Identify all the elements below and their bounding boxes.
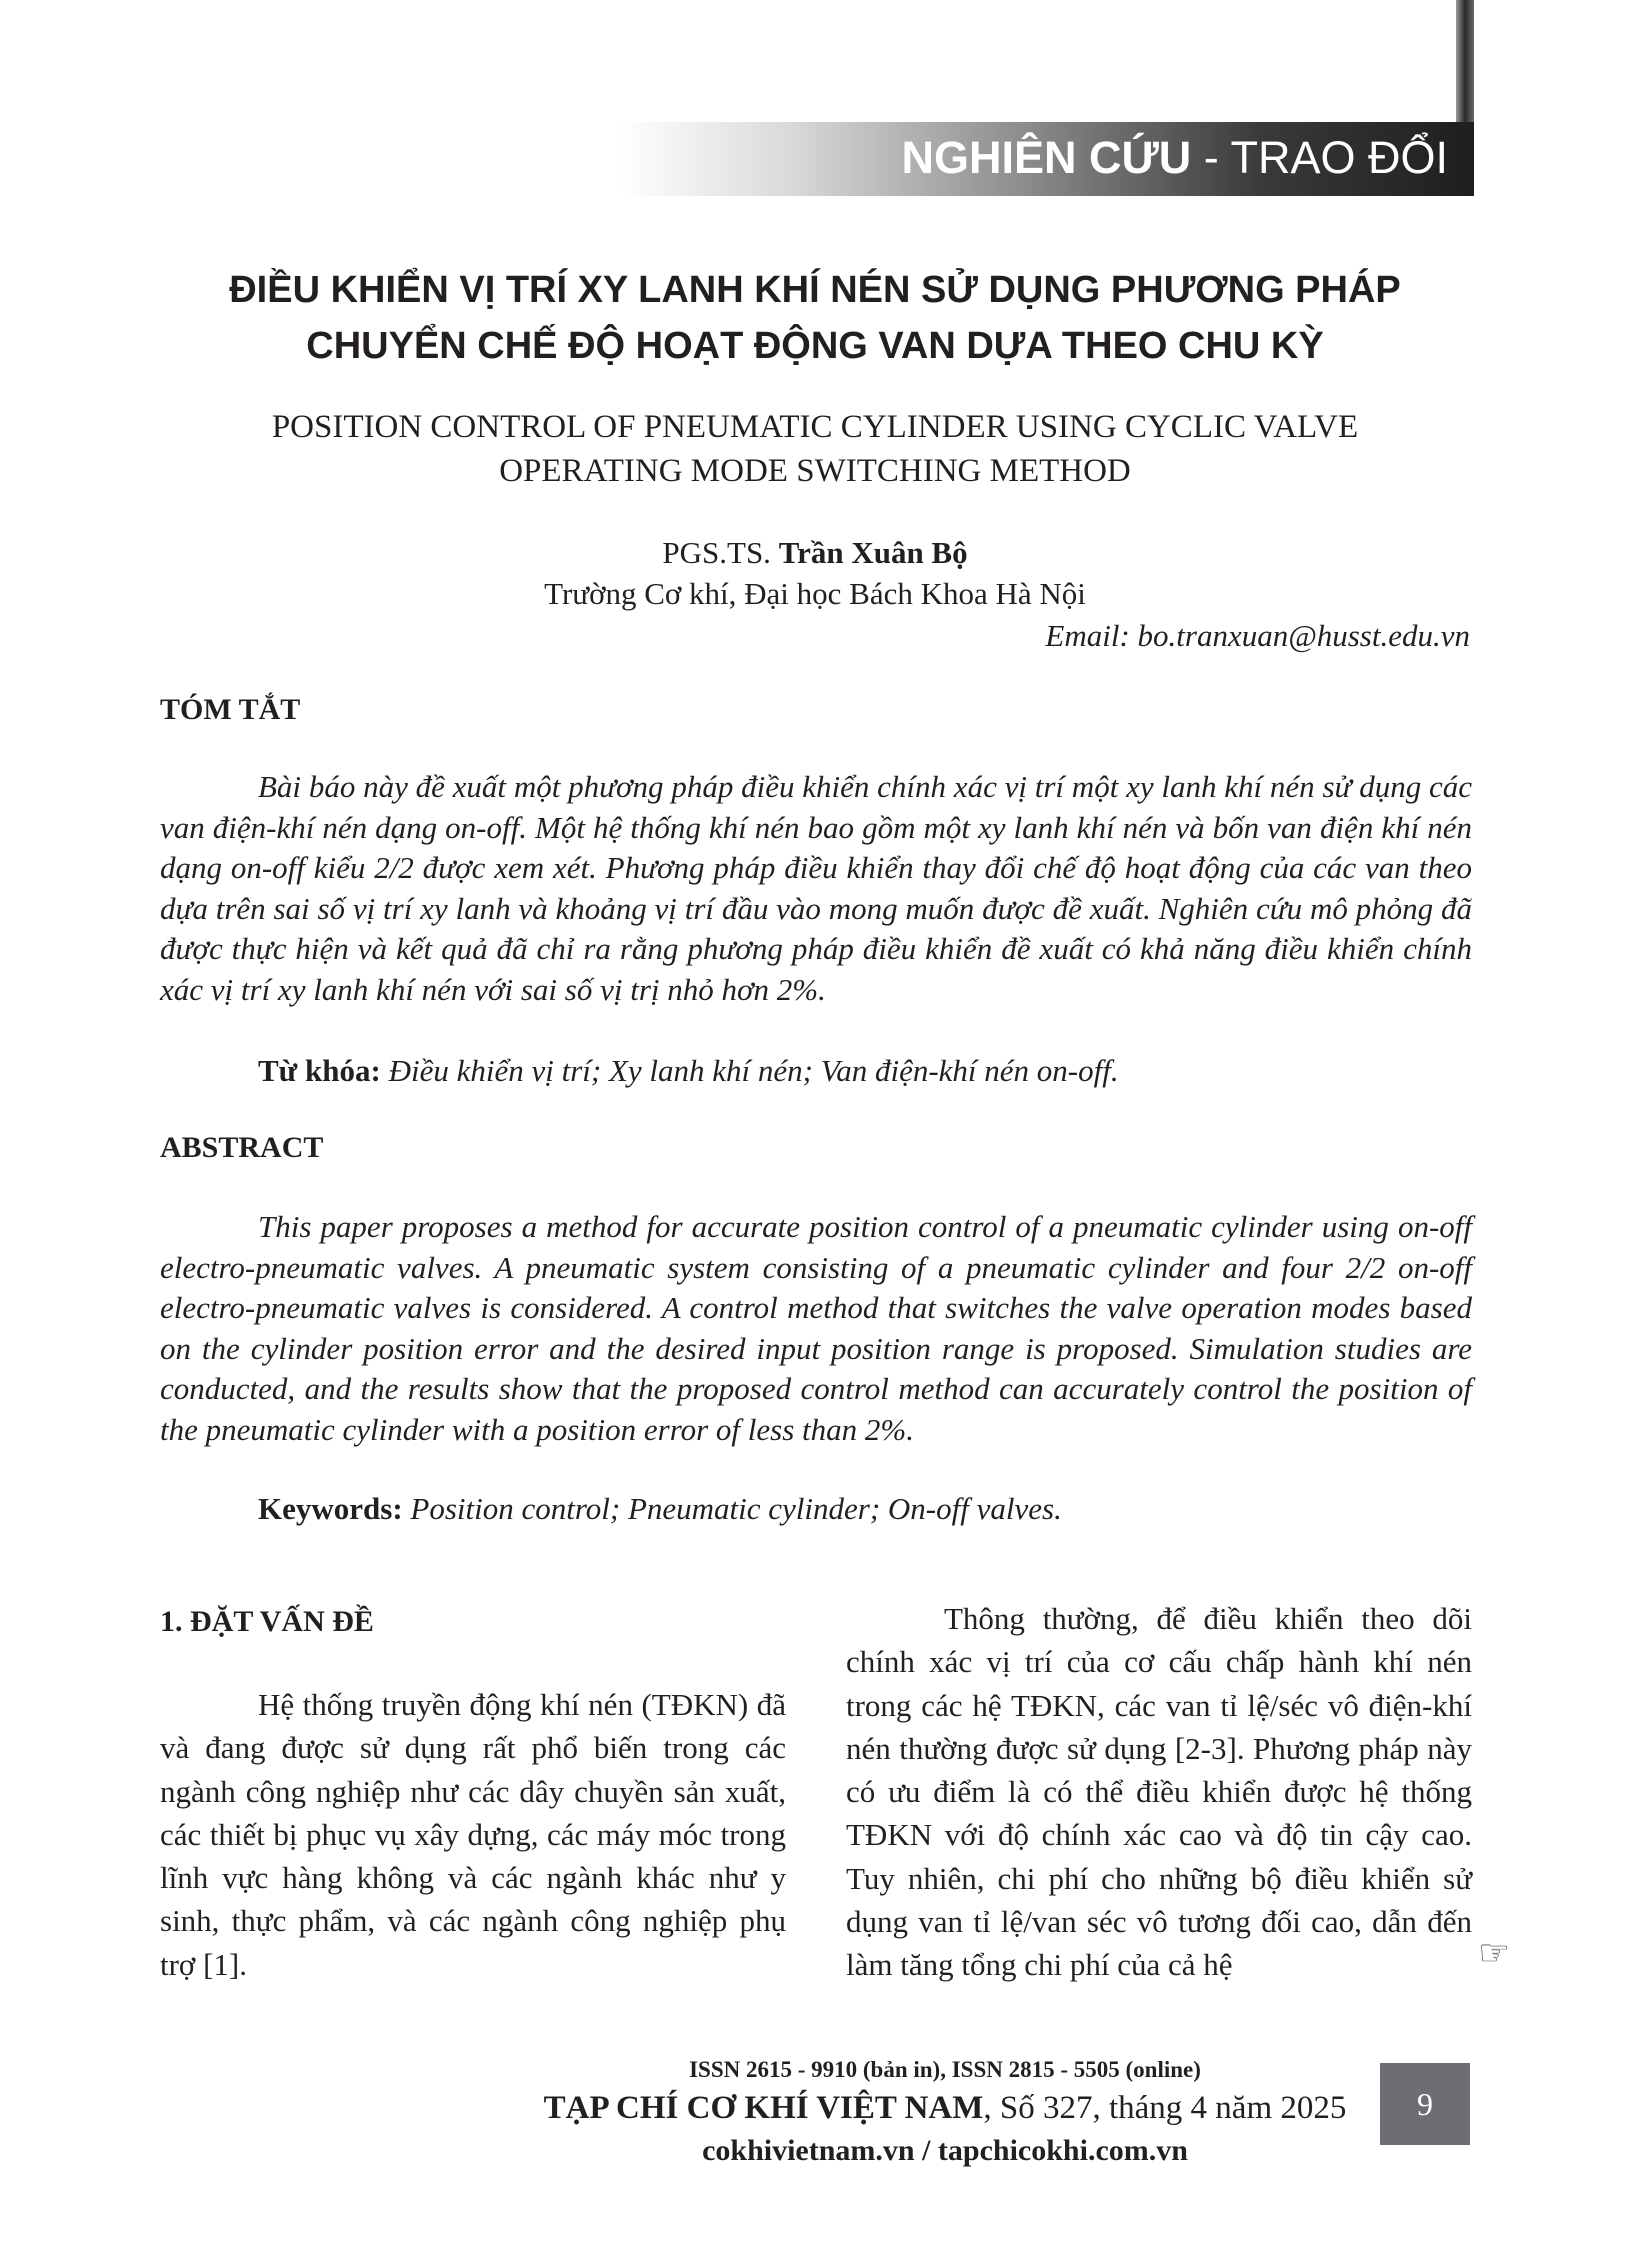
tomtat-keywords-text: Điều khiển vị trí; Xy lanh khí nén; Van điện-khí nén on-off.	[380, 1053, 1119, 1088]
tomtat-keywords-label: Từ khóa:	[258, 1053, 381, 1088]
abstract-keywords-text: Position control; Pneumatic cylinder; On-off valves.	[402, 1491, 1062, 1526]
tomtat-paragraph: Bài báo này đề xuất một phương pháp điều khiển chính xác vị trí một xy lanh khí nén sử dụng các van điện-khí nén dạng on-off. Một hệ thống khí nén bao gồm một xy lanh khí nén và bốn van điện khí nén dạng on-off kiểu 2/2 được xem xét. Phương pháp điều khiển thay đổi chế độ hoạt động của các van theo dựa trên sai số vị trí xy lanh và khoảng vị trí đầu vào mong muốn được đề xuất. Nghiên cứu mô phỏng đã được thực hiện và kết quả đã chỉ ra rằng phương pháp điều khiển đề xuất có khả năng điều khiển chính xác vị trí xy lanh khí nén với sai số vị trị nhỏ hơn 2%.	[160, 769, 1472, 1007]
abstract-keywords	[258, 1491, 1062, 1527]
title-en-line-2: OPERATING MODE SWITCHING METHOD	[499, 453, 1131, 489]
section-header-text	[901, 132, 1448, 184]
page-number-box: 9	[1380, 2063, 1470, 2145]
footer-journal-issue: , Số 327, tháng 4 năm 2025	[983, 2090, 1347, 2126]
author-line	[160, 533, 1470, 573]
section-header-band	[620, 122, 1474, 196]
author-degree: PGS.TS.	[662, 535, 779, 570]
section-header-rest: TRAO ĐỔI	[1230, 132, 1448, 183]
title-vn-line-1: ĐIỀU KHIỂN VỊ TRÍ XY LANH KHÍ NÉN SỬ DỤNG PHƯƠNG PHÁP	[229, 269, 1401, 311]
section-1-heading: 1. ĐẶT VẤN ĐỀ	[160, 1605, 374, 1638]
title-en-line-1: POSITION CONTROL OF PNEUMATIC CYLINDER USING CYCLIC VALVE	[271, 409, 1359, 445]
abstract-paragraph: This paper proposes a method for accurate position control of a pneumatic cylinder using on-off electro-pneumatic valves. A pneumatic system consisting of a pneumatic cylinder and four 2/2 on-off electro-pneumatic valves is considered. A control method that switches the valve operation modes based on the cylinder position error and the desired input position range is proposed. Simulation studies are conducted, and the results show that the proposed control method can accurately control the position of the pneumatic cylinder with a position error of less than 2%.	[160, 1209, 1472, 1447]
tomtat-heading: TÓM TẮT	[160, 693, 301, 726]
title-vn-line-2: CHUYỂN CHẾ ĐỘ HOẠT ĐỘNG VAN DỰA THEO CHU KỲ	[306, 325, 1324, 367]
author-email[interactable]: Email: bo.tranxuan@husst.edu.vn	[1045, 618, 1470, 653]
article-title-vietnamese	[160, 262, 1470, 374]
abstract-heading: ABSTRACT	[160, 1131, 324, 1164]
section-1-right-column: Thông thường, để điều khiển theo dõi chính xác vị trí của cơ cấu chấp hành khí nén trong các hệ TĐKN, các van tỉ lệ/séc vô điện-khí nén thường được sử dụng [2-3]. Phương pháp này có ưu điểm là có thể điều khiển được hệ thống TĐKN với độ chính xác cao và độ tin cậy cao. Tuy nhiên, chi phí cho những bộ điều khiển sử dụng van tỉ lệ/van séc vô tương đối cao, dẫn đến làm tăng tổng chi phí của cả hệ	[846, 1601, 1472, 1983]
footer-websites: cokhivietnam.vn / tapchicokhi.com.vn	[702, 2134, 1188, 2167]
footer-issn: ISSN 2615 - 9910 (bản in), ISSN 2815 - 5505 (online)	[689, 2057, 1201, 2082]
section-header-separator: -	[1191, 132, 1231, 183]
section-header-bold: NGHIÊN CỨU	[901, 132, 1192, 183]
abstract-keywords-label: Keywords:	[258, 1491, 403, 1526]
section-1-left-column: Hệ thống truyền động khí nén (TĐKN) đã và đang được sử dụng rất phổ biến trong các ngành công nghiệp như các dây chuyền sản xuất, các thiết bị phục vụ xây dựng, các máy móc trong lĩnh vực hàng không và các ngành khác như y sinh, thực phẩm, và các ngành công nghiệp phụ trợ [1].	[160, 1687, 786, 1982]
footer-journal-name: TẠP CHÍ CƠ KHÍ VIỆT NAM	[543, 2090, 984, 2126]
author-affiliation: Trường Cơ khí, Đại học Bách Khoa Hà Nội	[544, 576, 1086, 611]
footer-journal	[540, 2090, 1350, 2127]
pointing-hand-icon: ☞	[1478, 1933, 1511, 1973]
decorative-vertical-bar	[1456, 0, 1474, 122]
tomtat-keywords	[258, 1053, 1119, 1089]
author-name: Trần Xuân Bộ	[778, 535, 968, 570]
article-title-english	[160, 405, 1470, 493]
